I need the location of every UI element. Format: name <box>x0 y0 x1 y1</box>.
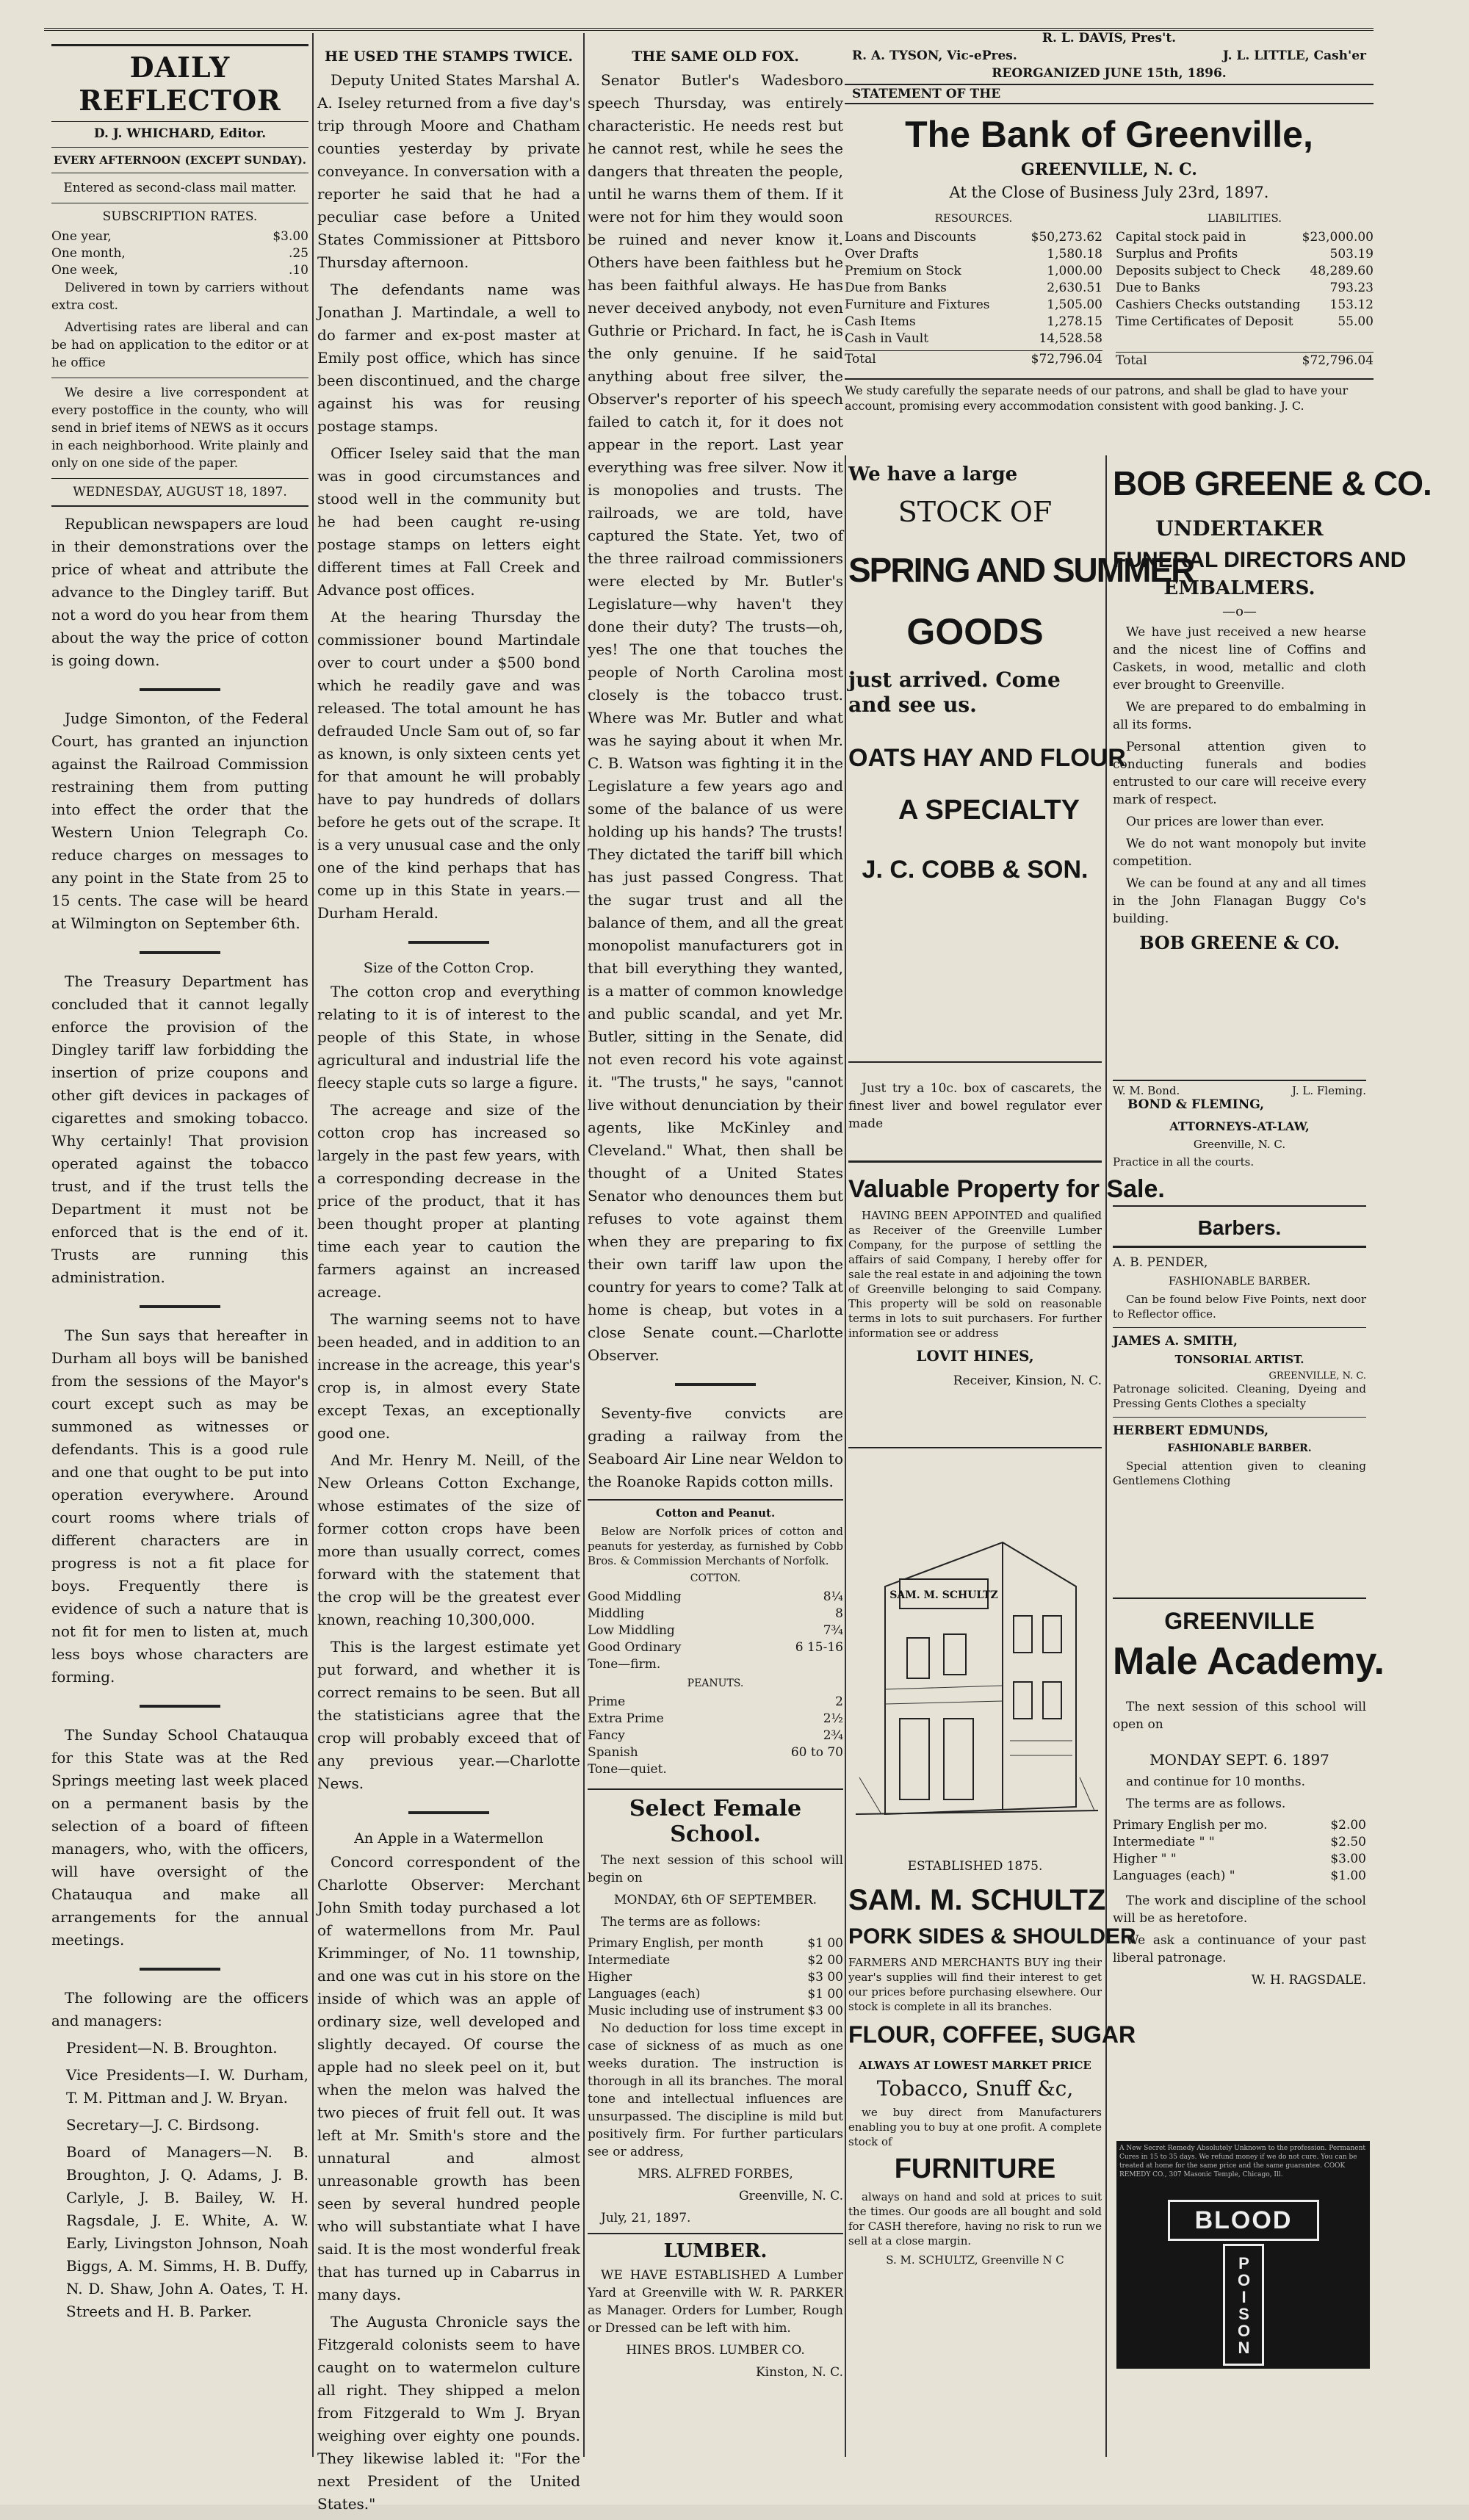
school-intro: The next session of this school will begin on <box>588 1853 843 1885</box>
row-label: Deposits subject to Check <box>1116 264 1280 278</box>
row-label: Intermediate <box>588 1953 671 1968</box>
cobb-line-5: just arrived. Come and see us. <box>848 668 1061 717</box>
row-label: Music including use of instrument <box>588 2004 805 2018</box>
greene-divider: —o— <box>1222 604 1257 619</box>
column-rule <box>312 33 314 2457</box>
table-row <box>588 1952 843 1969</box>
row-value: 7¾ <box>823 1623 843 1638</box>
cobb-ad <box>848 459 1194 1063</box>
fox-headline: THE SAME OLD FOX. <box>632 48 799 65</box>
paragraph: The following are the officers and managers: <box>51 1989 308 2029</box>
blood-poison-small-text: A New Secret Remedy Absolutely Unknown to the profession. Permanent Cures in 15 to 35 days. We refund money if we do not cure. You can be treated at home for the same price and the same guarantee. COOK REMEDY CO., 307 Masonic Temple, Chicago, Ill. <box>1119 2145 1365 2178</box>
schultz-established <box>848 1855 1102 1884</box>
lumber-signature: HINES BROS. LUMBER CO. <box>626 2343 805 2358</box>
greene-p6: We can be found at any and all times in the John Flanagan Buggy Co's building. <box>1113 876 1366 926</box>
academy-signature: W. H. RAGSDALE. <box>1251 1973 1366 1988</box>
row-value: 793.23 <box>1329 281 1374 295</box>
pender-text: Can be found below Five Points, next door to Reflector office. <box>1113 1293 1366 1321</box>
table-row <box>588 1606 843 1622</box>
table-row <box>1113 1817 1366 1834</box>
paragraph: Republican newspapers are loud in their demonstrations over the price of wheat and attribute the advance to the Dingley tariff. But not a word do you hear from them about the way the price of cotton is going down. <box>51 515 308 669</box>
row-label: Cash in Vault <box>845 331 929 346</box>
academy-text: The work and discipline of the school will be as heretofore. <box>1113 1893 1366 1926</box>
cotton-crop-article <box>317 981 580 1795</box>
bank-vice-president: R. A. TYSON, Vic-ePres. <box>852 48 1017 63</box>
peanuts-label: PEANUTS. <box>687 1678 744 1689</box>
row-value: $1.00 <box>1330 1869 1366 1883</box>
schultz-always: ALWAYS AT LOWEST MARKET PRICE <box>859 2059 1091 2072</box>
row-value: $3 00 <box>807 2004 843 2018</box>
row-label: Primary English, per month <box>588 1936 764 1951</box>
convicts-item: Seventy-five convicts are grading a railway from the Seaboard Air Line near Weldon to the Roanoke Rapids cotton mills. <box>588 1404 843 1490</box>
row-value: $23,000.00 <box>1302 230 1374 245</box>
paragraph: The warning seems not to have been headed, and in addition to an increase in the acreage, this year's crop is, in almost every State except Texas, an exceptionally good one. <box>317 1310 580 1442</box>
greene-signature: BOB GREENE & CO. <box>1139 932 1340 953</box>
bond-ad <box>1113 1080 1366 1207</box>
table-row <box>845 314 1102 331</box>
column-1 <box>51 44 308 2328</box>
apple-headline: An Apple in a Watermellon <box>354 1830 544 1846</box>
bank-president: R. L. DAVIS, Pres't. <box>1042 31 1177 46</box>
subscription-rates <box>51 228 308 279</box>
greene-p2: We are prepared to do embalming in all its forms. <box>1113 700 1366 732</box>
academy-open: The next session of this school will open on <box>1113 1700 1366 1732</box>
store-illustration <box>856 1498 1098 1851</box>
row-value: 60 to 70 <box>790 1745 843 1760</box>
row-label: One year, <box>51 229 112 244</box>
school-dateline: July, 21, 1897. <box>601 2211 691 2225</box>
row-value: 2½ <box>823 1711 843 1726</box>
property-headline: Valuable Property for Sale. <box>848 1175 1165 1203</box>
row-value: 6 15-16 <box>795 1640 843 1655</box>
cotton-prices <box>588 1589 843 1673</box>
row-value: .25 <box>288 246 308 261</box>
section-divider <box>140 951 220 954</box>
row-label: Cashiers Checks outstanding <box>1116 297 1301 312</box>
school-terms-head: The terms are as follows: <box>601 1915 761 1929</box>
academy-head2: Male Academy. <box>1113 1640 1385 1683</box>
row-label: One month, <box>51 246 126 261</box>
smith-text: Patronage solicited. Cleaning, Dyeing and Pressing Gents Clothes a specialty <box>1113 1382 1366 1410</box>
barbers-headline: Barbers. <box>1197 1216 1282 1239</box>
row-value: 1,000.00 <box>1047 264 1102 278</box>
paragraph: The Treasury Department has concluded that it cannot legally enforce the provision of the Dingley tariff law forbidding the insertion of prize coupons and other gift devices in packages of cigarettes and smoking tobacco. Why certainly! That provision operated against the tobacco trust, and if the trust tells the Department it must not be enforced that is the end of it. Trusts are running this administration. <box>51 972 308 1286</box>
paragraph: Secretary—J. C. Birdsong. <box>66 2116 260 2134</box>
paragraph: Vice Presidents—I. W. Durham, T. M. Pittman and J. W. Bryan. <box>66 2066 308 2106</box>
row-label: Good Middling <box>588 1589 682 1604</box>
school-place: Greenville, N. C. <box>739 2189 843 2203</box>
table-row <box>1113 1834 1366 1851</box>
academy-terms-head: The terms are as follows. <box>1126 1797 1286 1811</box>
edmunds-name: HERBERT EDMUNDS, <box>1113 1423 1269 1438</box>
greene-p1: We have just received a new hearse and the nicest line of Coffins and Caskets, in wood, metallic and cloth ever brought to Greenville. <box>1113 625 1366 693</box>
row-value: 503.19 <box>1329 247 1374 261</box>
row-label: Extra Prime <box>588 1711 664 1726</box>
cobb-line-4: GOODS <box>906 611 1044 652</box>
paragraph: Officer Iseley said that the man was in good circumstances and stood well in the community but he had been caught re-using postage stamps on letters eight different times at Fall Creek and Advance post offices. <box>317 444 580 599</box>
table-row <box>845 246 1102 263</box>
table-row <box>588 1761 843 1778</box>
section-divider <box>140 1705 220 1708</box>
poison-word: POISON <box>1235 2254 1253 2355</box>
property-signature: LOVIT HINES, <box>916 1347 1034 1365</box>
bank-statement-label: STATEMENT OF THE <box>845 84 1374 104</box>
market-headline: Cotton and Peanut. <box>655 1506 776 1520</box>
schultz-signature: S. M. SCHULTZ, Greenville N C <box>886 2253 1064 2267</box>
row-label: Tone—firm. <box>588 1657 661 1672</box>
paragraph: Deputy United States Marshal A. A. Iseley returned from a five day's trip through Moore and Chatham counties yesterday by private conveyance. In conversation with a reporter he said that he had a peculiar case before a United States Commissioner at Pittsboro Thursday afternoon. <box>317 71 580 271</box>
editorial-items <box>51 513 308 2032</box>
table-row <box>51 228 308 245</box>
row-value: 1,580.18 <box>1047 247 1102 261</box>
section-divider <box>140 1968 220 1971</box>
pender-name: A. B. PENDER, <box>1113 1255 1208 1270</box>
greene-funeral: FUNERAL DIRECTORS AND <box>1113 548 1407 572</box>
cotton-crop-headline: Size of the Cotton Crop. <box>363 960 535 976</box>
schultz-buy: we buy direct from Manufacturers enabling you to buy at one profit. A complete stock of <box>848 2106 1102 2148</box>
paragraph: Concord correspondent of the Charlotte Observer: Merchant John Smith today purchased a lot of watermellons from Mr. Paul Krimminger, of No. 11 township, and one was cut in his store on the inside of which was an apple of ordinary size, well developed and slightly decayed. Of course the apple had no sleek peel on it, but when the melon was halved the two pieces of fruit fell out. It was left at Mr. Smith's store and the unnatural and almost unreasonable growth has been seen by several hundred people who will substantiate what I have said. It is the most wonderful freak that has turned up in Cabarrus in many days. <box>317 1853 580 2303</box>
table-row <box>588 1711 843 1727</box>
issue-date: WEDNESDAY, AUGUST 18, 1897. <box>73 485 287 499</box>
row-value: 8¼ <box>823 1589 843 1604</box>
table-row <box>845 297 1102 314</box>
row-value: $3 00 <box>807 1970 843 1985</box>
row-value: 153.12 <box>1329 297 1374 312</box>
bank-place: GREENVILLE, N. C. <box>1021 160 1197 179</box>
table-row <box>845 331 1102 347</box>
pender-title: FASHIONABLE BARBER. <box>1168 1274 1311 1288</box>
table-row <box>845 280 1102 297</box>
greene-p5: We do not want monopoly but invite competition. <box>1113 837 1366 869</box>
academy-ad <box>1113 1597 1385 2135</box>
fox-article <box>588 69 843 1367</box>
row-label: Good Ordinary <box>588 1640 682 1655</box>
schultz-ad <box>848 1884 1136 2457</box>
female-school-headline: Select Female School. <box>629 1796 802 1847</box>
row-label: Furniture and Fixtures <box>845 297 990 312</box>
greene-undertaker: UNDERTAKER <box>1155 516 1324 541</box>
correspondent-note: We desire a live correspondent at every postoffice in the county, who will send in brief items of NEWS as it occurs in each neighborhood. Write plainly and only on one side of the paper. <box>51 386 308 471</box>
row-label: Languages (each) " <box>1113 1869 1235 1883</box>
column-2 <box>317 44 580 2520</box>
row-label: Fancy <box>588 1728 625 1743</box>
property-text: HAVING BEEN APPOINTED and qualified as Receiver of the Greenville Lumber Company, for the purpose of settling the affairs of said Company, I hereby offer for sale the real estate in and adjoining the town of Greenville belonging to said Company. This property will be sold on reasonable terms in lots to suit purchasers. For further information see or address <box>848 1209 1102 1340</box>
row-label: Low Middling <box>588 1623 675 1638</box>
poison-box <box>1223 2244 1264 2366</box>
row-value: $1 00 <box>807 1936 843 1951</box>
barbers-ad <box>1113 1212 1366 1594</box>
table-row <box>588 1744 843 1761</box>
paragraph: This is the largest estimate yet put forward, and whether it is correct remains to be seen. But all the statisticians agree that the crop will probably exceed that of any previous year.—Charlotte News. <box>317 1638 580 1792</box>
table-row <box>588 1639 843 1656</box>
table-row <box>588 1969 843 1986</box>
paragraph: President—N. B. Broughton. <box>66 2039 278 2057</box>
academy-date: MONDAY SEPT. 6. 1897 <box>1149 1751 1329 1769</box>
row-value: 2,630.51 <box>1047 281 1102 295</box>
row-value: 14,528.58 <box>1039 331 1102 346</box>
masthead: DAILY REFLECTOR <box>79 51 281 117</box>
school-date: MONDAY, 6th OF SEPTEMBER. <box>613 1893 817 1907</box>
table-row <box>1116 229 1374 246</box>
smith-name: JAMES A. SMITH, <box>1113 1334 1238 1349</box>
cobb-line-1: We have a large <box>848 463 1018 485</box>
paragraph: The cotton crop and everything relating to it is of interest to the people of this State, in whose agricultural and industrial life the fleecy staple cuts so large a figure. <box>317 983 580 1091</box>
schultz-furniture: FURNITURE <box>894 2153 1056 2184</box>
greene-p3: Personal attention given to conducting funerals and bodies entrusted to our care will receive every mark of respect. <box>1113 740 1366 807</box>
row-value: 2 <box>835 1694 843 1709</box>
table-row <box>588 1589 843 1606</box>
row-value: $3.00 <box>1330 1852 1366 1866</box>
liabilities-total-label: Total <box>1116 353 1147 368</box>
cobb-line-7: A SPECIALTY <box>898 795 1080 826</box>
lumber-headline: LUMBER. <box>663 2240 768 2262</box>
table-row <box>588 1727 843 1744</box>
bank-resources <box>845 207 1102 369</box>
row-value: $2.50 <box>1330 1835 1366 1849</box>
greene-name: BOB GREENE & CO. <box>1113 464 1432 502</box>
bond-title: ATTORNEYS-AT-LAW, <box>1169 1119 1310 1133</box>
row-value: $1 00 <box>807 1987 843 2001</box>
store-sign: SAM. M. SCHULTZ <box>889 1589 998 1601</box>
greene-embalmers: EMBALMERS. <box>1163 577 1315 599</box>
schultz-name: SAM. M. SCHULTZ <box>848 1884 1106 1916</box>
market-intro: Below are Norfolk prices of cotton and peanuts for yesterday, as furnished by Cobb Bros. & Commission Merchants of Norfolk. <box>588 1525 843 1567</box>
bond-place: Greenville, N. C. <box>1193 1138 1286 1151</box>
row-label: Spanish <box>588 1745 638 1760</box>
smith-title: TONSORIAL ARTIST. <box>1174 1353 1304 1366</box>
resources-head: RESOURCES. <box>934 212 1013 225</box>
cascarets-ad <box>848 1080 1102 1163</box>
bank-ad <box>845 31 1374 453</box>
table-row <box>588 2003 843 2020</box>
row-value: .10 <box>288 263 308 278</box>
cobb-line-3: SPRING AND SUMMER <box>848 551 1194 589</box>
row-label: Premium on Stock <box>845 264 961 278</box>
row-value: $2.00 <box>1330 1818 1366 1833</box>
academy-solicit: We ask a continuance of your past liberal patronage. <box>1113 1933 1366 1965</box>
table-row <box>1116 246 1374 263</box>
bond-left-name: W. M. Bond. <box>1113 1084 1180 1097</box>
resources-total-label: Total <box>845 352 876 367</box>
resources-total: $72,796.04 <box>1031 352 1102 367</box>
table-row <box>1116 263 1374 280</box>
academy-cont: and continue for 10 months. <box>1126 1775 1306 1789</box>
peanut-prices <box>588 1694 843 1778</box>
row-value: 1,505.00 <box>1047 297 1102 312</box>
smith-place: GREENVILLE, N. C. <box>1268 1371 1366 1382</box>
table-row <box>1116 280 1374 297</box>
column-rule <box>845 455 846 2457</box>
lumber-text: WE HAVE ESTABLISHED A Lumber Yard at Greenville with W. R. PARKER as Manager. Orders for Lumber, Rough or Dressed can be left with him. <box>588 2268 843 2336</box>
schultz-text: FARMERS AND MERCHANTS BUY ing their year's supplies will find their interest to get our prices before purchasing elsewhere. Our stock is complete in all its branches. <box>848 1956 1102 2013</box>
established-text: ESTABLISHED 1875. <box>907 1859 1043 1874</box>
property-place: Receiver, Kinsion, N. C. <box>953 1373 1102 1388</box>
table-row <box>845 263 1102 280</box>
liabilities-total: $72,796.04 <box>1302 353 1374 368</box>
bond-right-name: J. L. Fleming. <box>1291 1084 1366 1097</box>
row-label: Prime <box>588 1694 626 1709</box>
table-row <box>845 229 1102 246</box>
paragraph: Senator Butler's Wadesboro speech Thursday, was entirely characteristic. He needs rest but he cannot rest, while he sees the dangers that threaten the people, until he warns them of them. If it were not for him they would soon be ruined and never know it. Others have been faithless but he has been faithful always. He has never deceived anybody, not even Guthrie or Prichard. In fact, he is the only genuine. If he said anything about free silver, the Observer's reporter of his speech failed to catch it, for it does not appear in the report. Last year everything was free silver. Now it is monopolies and trusts. The railroads, we are told, have captured the State. Yet, two of the three railroad commissioners were elected by Mr. Butler's Legislature—why haven't they done their duty? The trusts—oh, yes! The one that touches the people of North Carolina most closely is the tobacco trust. Where was Mr. Butler and what was he saying about it when Mr. C. B. Watson was fighting it in the Legislature a few years ago and some of the balance of us were holding up his hands? The trusts! They dictated the tariff bill which has just passed Congress. That the sugar trust and all the balance of them, and all the great monopolist manufacturers got in that bill everything they wanted, is a matter of common knowledge and public scandal, and yet Mr. Butler, sitting in the Senate, did not even record his vote against it. "The trusts," he says, "cannot live without denunciation by their agents, like McKinley and Cleveland." What, then shall be thought of a United States Senator who denounces them but refuses to vote against them when they are preparing to fix their own tariff law upon the country for years to come? Talk at home is cheap, but votes in a close Senate count.—Charlotte Observer. <box>588 71 843 1364</box>
greene-ad <box>1113 459 1432 1076</box>
paragraph: And Mr. Henry M. Neill, of the New Orleans Cotton Exchange, whose estimates of the size of former cotton crops have been more than usually correct, comes forward with the statement that the crop will be the greatest ever known, reaching 10,300,000. <box>317 1451 580 1628</box>
row-label: Time Certificates of Deposit <box>1116 314 1293 329</box>
row-label: Tone—quiet. <box>588 1762 667 1777</box>
column-3 <box>588 44 843 2386</box>
bond-practice: Practice in all the courts. <box>1113 1155 1255 1169</box>
row-label: Intermediate " " <box>1113 1835 1215 1849</box>
row-value: $50,273.62 <box>1031 230 1102 245</box>
cobb-line-6: OATS HAY AND FLOUR <box>848 744 1126 772</box>
paragraph: Judge Simonton, of the Federal Court, has granted an injunction against the Railroad Commission restraining them from putting into effect the order that the Western Union Telegraph Co. reduce charges on messages to any point in the State from 25 to 15 cents. The case will be heard at Wilmington on September 6th. <box>51 710 308 932</box>
school-text: No deduction for loss time except in case of sickness of as much as one weeks duration. The instruction is thorough in all its branches. The moral tone and intellectual influences are unsurpassed. The discipline is mild but positively firm. For further particulars see or address, <box>588 2021 843 2159</box>
row-label: Higher " " <box>1113 1852 1177 1866</box>
bond-firm: BOND & FLEMING, <box>1127 1097 1265 1112</box>
table-row <box>588 1935 843 1952</box>
blood-poison-ad <box>1116 2141 1370 2369</box>
row-label: Capital stock paid in <box>1116 230 1246 245</box>
stamps-article <box>317 69 580 925</box>
subscription-head: SUBSCRIPTION RATES. <box>102 209 258 224</box>
row-label: Primary English per mo. <box>1113 1818 1268 1833</box>
paragraph: The acreage and size of the cotton crop has increased so largely in the past few years, with a corresponding decrease in the price of the product, that it has been thought proper at planting time each year to caution the farmers against an increased acreage. <box>317 1101 580 1301</box>
greene-p4: Our prices are lower than ever. <box>1126 815 1324 829</box>
editor-line: D. J. WHICHARD, Editor. <box>93 126 267 141</box>
row-label: Surplus and Profits <box>1116 247 1238 261</box>
row-value: $2 00 <box>807 1953 843 1968</box>
row-value: 1,278.15 <box>1047 314 1102 329</box>
edmunds-title: FASHIONABLE BARBER. <box>1167 1443 1312 1454</box>
cotton-label: COTTON. <box>690 1573 741 1584</box>
bank-reorganized: REORGANIZED JUNE 15th, 1896. <box>992 66 1227 81</box>
cobb-line-8: J. C. COBB & SON. <box>862 856 1089 884</box>
liabilities-head: LIABILITIES. <box>1208 212 1282 225</box>
school-terms <box>588 1935 843 2020</box>
bank-footer: We study carefully the separate needs of our patrons, and shall be glad to have your account, promising every accommodation consistent with good banking. J. C. <box>845 378 1374 414</box>
table-row <box>51 262 308 279</box>
row-label: Due from Banks <box>845 281 947 295</box>
bank-cashier: J. L. LITTLE, Cash'er <box>1222 48 1366 63</box>
lumber-place: Kinston, N. C. <box>755 2365 843 2380</box>
officers-list <box>51 2037 308 2323</box>
table-row <box>1116 314 1374 331</box>
paragraph: The defendants name was Jonathan J. Martindale, a well to do farmer and ex-post master at Emily post office, which has since been discontinued, and the charge against his was for reusing postage stamps. <box>317 281 580 435</box>
stamps-headline: HE USED THE STAMPS TWICE. <box>325 48 573 65</box>
apple-article <box>317 1851 580 2516</box>
delivery-note: Delivered in town by carriers without extra cost. <box>51 281 308 313</box>
row-value: 2¾ <box>823 1728 843 1743</box>
row-label: Over Drafts <box>845 247 919 261</box>
section-divider <box>140 1305 220 1308</box>
row-label: Middling <box>588 1606 645 1621</box>
row-label: Cash Items <box>845 314 916 329</box>
table-row <box>588 1694 843 1711</box>
section-divider <box>140 688 220 691</box>
cobb-line-2: STOCK OF <box>898 496 1053 528</box>
resources-rows <box>845 229 1102 347</box>
schedule-line: EVERY AFTERNOON (EXCEPT SUNDAY). <box>53 154 307 167</box>
paragraph: Board of Managers—N. B. Broughton, J. Q. Adams, J. B. Carlyle, J. B. Bailey, W. H. Ragsdale, J. E. White, A. W. Early, Livingston Johnson, Noah Biggs, A. M. Simms, H. B. Duffy, N. D. Shaw, John A. Oates, T. H. Streets and H. B. Parker. <box>66 2143 308 2320</box>
advertising-note: Advertising rates are liberal and can be had on application to the editor or at he office <box>51 320 308 370</box>
table-row <box>1113 1868 1366 1885</box>
row-value: $3.00 <box>272 229 308 244</box>
row-label: Languages (each) <box>588 1987 701 2001</box>
paragraph: The Augusta Chronicle says the Fitzgerald colonists seem to have caught on to watermelon culture all right. They shipped a melon from Fitzgerald to Wm J. Bryan weighing over eighty one pounds. They likewise labled it: "For the next President of the United States." <box>317 2313 580 2513</box>
bank-name: The Bank of Greenville, <box>905 114 1313 155</box>
table-row <box>588 1656 843 1673</box>
row-value: 48,289.60 <box>1310 264 1374 278</box>
row-value: 55.00 <box>1338 314 1374 329</box>
schultz-flour: FLOUR, COFFEE, SUGAR <box>848 2021 1136 2048</box>
school-signature: MRS. ALFRED FORBES, <box>638 2167 793 2181</box>
row-label: Higher <box>588 1970 632 1985</box>
row-label: Loans and Discounts <box>845 230 977 245</box>
schultz-hand: always on hand and sold at prices to suit the times. Our goods are all bought and sold for CASH therefore, having no risk to run we sell at a close margin. <box>848 2190 1102 2248</box>
row-label: Due to Banks <box>1116 281 1201 295</box>
table-row <box>1113 1851 1366 1868</box>
bank-liabilities <box>1116 207 1374 369</box>
paragraph: At the hearing Thursday the commissioner bound Martindale over to court under a $500 bond which he readily gave and was released. The total amount he has defrauded Uncle Sam out of, so far as known, is only sixteen cents yet for that amount he will probably have to pay hundreds of dollars before he gets out of the scrape. It is a very unusual case and the only one of the kind perhaps that has come up in this State in years.—Durham Herald. <box>317 608 580 922</box>
academy-terms <box>1113 1817 1366 1885</box>
paragraph: The Sunday School Chatauqua for this State was at the Red Springs meeting last week placed on a permanent basis by the selection of a board of fifteen managers, who, with the officers, will have oversight of the Chatauqua and make all arrangements for the annual meetings. <box>51 1726 308 1949</box>
liabilities-rows <box>1116 229 1374 331</box>
schultz-tobacco: Tobacco, Snuff &c, <box>876 2076 1074 2101</box>
table-row <box>51 245 308 262</box>
column-rule <box>583 33 585 2457</box>
academy-head1: GREENVILLE <box>1164 1608 1315 1634</box>
cascarets-text: Just try a 10c. box of cascarets, the finest liver and bowel regulator ever made <box>848 1081 1102 1131</box>
row-value: 8 <box>835 1606 843 1621</box>
table-row <box>1116 297 1374 314</box>
entered-line: Entered as second-class mail matter. <box>63 181 297 195</box>
schultz-pork: PORK SIDES & SHOULDER <box>848 1924 1136 1949</box>
table-row <box>588 1622 843 1639</box>
row-label: One week, <box>51 263 118 278</box>
blood-word: BLOOD <box>1168 2200 1319 2241</box>
edmunds-text: Special attention given to cleaning Gentlemens Clothing <box>1113 1459 1366 1487</box>
paragraph: The Sun says that hereafter in Durham all boys will be banished from the sessions of the Mayor's court except such as may be summoned as witnesses or defendants. This is a good rule and one that ought to be put into operation everywhere. Around court rooms where trials of different characters are in progress is not a fit place for boys. Frequently there is evidence of such a nature that is not fit for men to listen at, much less boys whose characters are forming. <box>51 1326 308 1686</box>
bank-close-date: At the Close of Business July 23rd, 1897. <box>949 184 1269 201</box>
table-row <box>588 1986 843 2003</box>
